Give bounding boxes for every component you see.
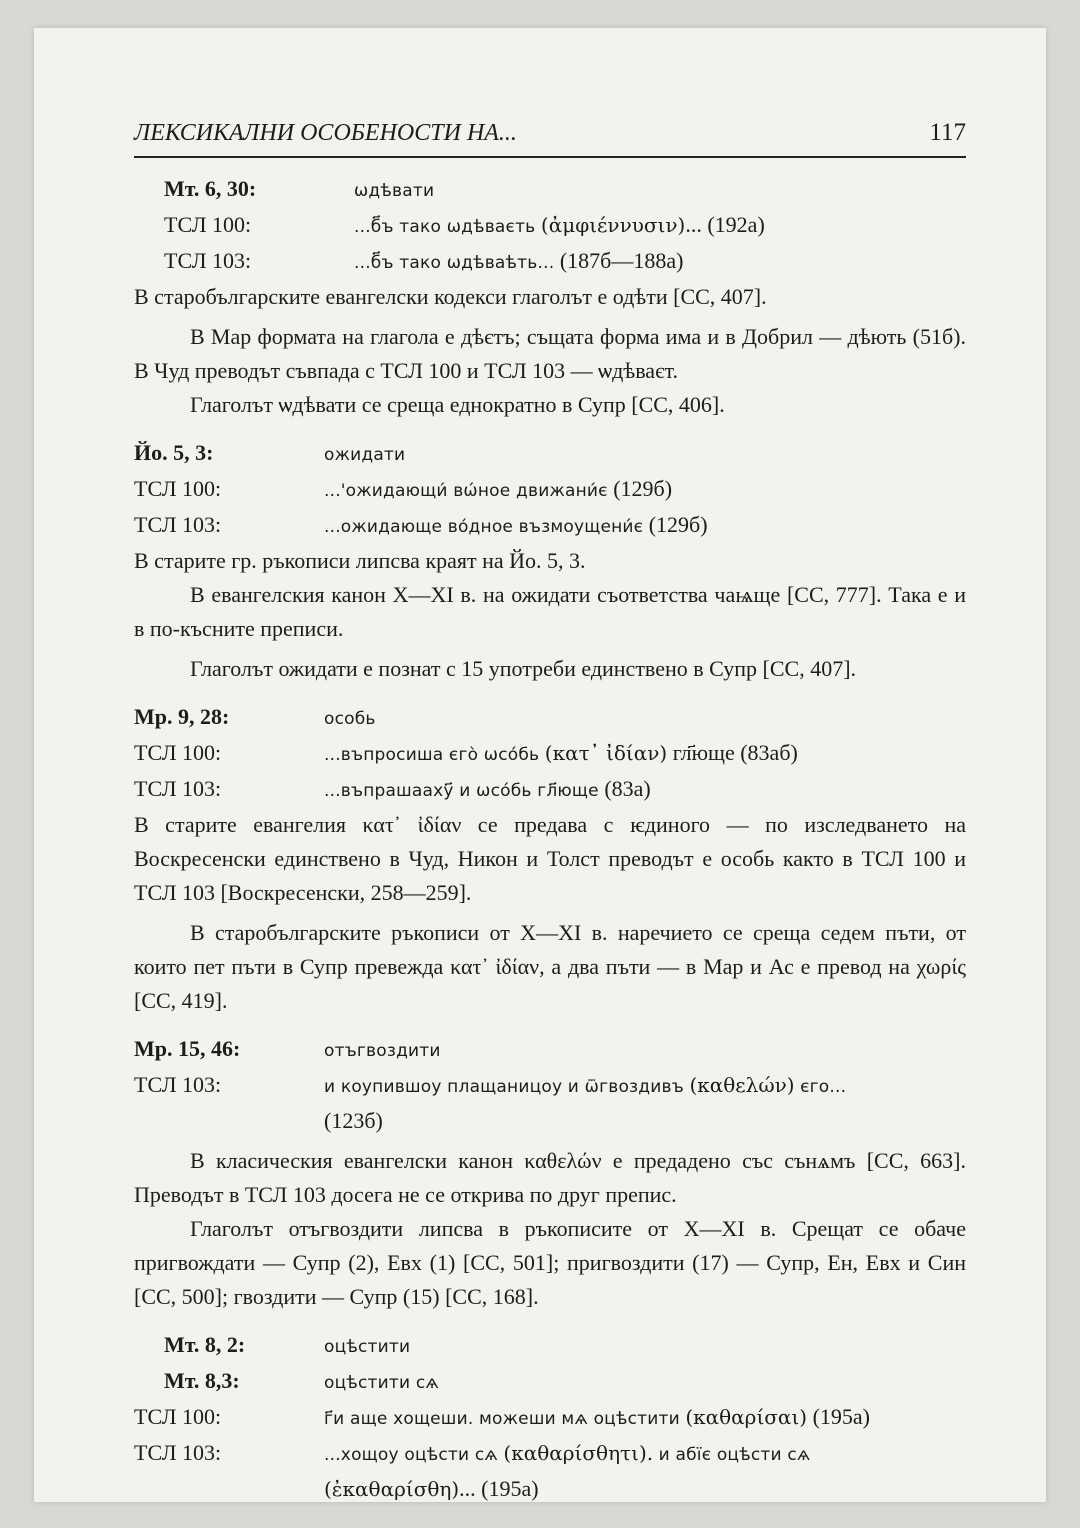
entry-ref: Мр. 15, 46: отъгвоздити [134, 1036, 441, 1061]
paragraph: В старите гр. ръкописи липсва краят на Йо. 5, 3. [134, 548, 586, 573]
paragraph: Глаголът ѡдѣвати се среща еднократно в Супр [СС, 406]. [190, 392, 725, 417]
running-header [134, 116, 966, 158]
page-number: 117 [929, 119, 966, 146]
entry-tsl100: ТСЛ 100: ...въпросиша єго̀ ѡсо́бь (κατ᾽ ἰδίαν) гл҃юще (83аб) [134, 740, 798, 765]
paragraph: В старобългарските ръкописи от X—XI в. наречието се среща седем пъти, от които пет пъти в Супр превежда κατ᾽ ἰδίαν, а два пъти — в Мар и Ас е превод на χωρίς [СС, 419]. [134, 920, 966, 1013]
entry-continuation: (123б) [324, 1108, 383, 1133]
entry-ref: Мт. 8,3: оцѣстити сѧ [164, 1368, 439, 1393]
running-title: ЛЕКСИКАЛНИ ОСОБЕНОСТИ НА... [134, 120, 517, 146]
entry-ref: Йо. 5, 3: ожидати [134, 440, 406, 465]
paragraph: В старобългарските евангелски кодекси глаголът е одѣти [СС, 407]. [134, 284, 767, 309]
paragraph: Глаголът отъгвоздити липсва в ръкописите от X—XI в. Срещат се обаче пригвождати — Супр (2), Евх (1) [СС, 501]; пригвоздити (17) — Супр, Ен, Евх и Син [СС, 500]; гвоздити — Супр (15) [СС, 168]. [134, 1216, 966, 1309]
entry-tsl103: ТСЛ 103: ...ожидающе во́дное възмоущени́є (129б) [134, 512, 708, 537]
paragraph: В старите евангелия κατ᾽ ἰδίαν се предава с ѥдиного — по изследването на Воскресенски единствено в Чуд, Никон и Толст преводът е особь както в ТСЛ 100 и ТСЛ 103 [Воскресенски, 258—259]. [134, 812, 966, 905]
entry-tsl100: ТСЛ 100: г҃и аще хощеши. можеши мѧ оцѣстити (καθαρίσαι) (195а) [134, 1404, 871, 1429]
entry-ref: Мр. 9, 28: особь [134, 704, 376, 729]
paragraph: В евангелския канон X—XI в. на ожидати съответства чаѩще [СС, 777]. Така е и в по-късните преписи. [134, 582, 966, 641]
entry-tsl103: ТСЛ 103: и коупившоу плащаницоу и ѿгвоздивъ (καθελών) єго... [134, 1072, 847, 1097]
paragraph: В класическия евангелски канон καθελών е предадено със сънѧмъ [СС, 663]. Преводът в ТСЛ 103 досега не се открива по друг препис. [134, 1148, 966, 1207]
entry-tsl100: ТСЛ 100: ...б҃ъ тако ѡдѣваєть (ἀμφιέννυσιν)... (192а) [164, 212, 765, 237]
page-text [134, 116, 966, 1502]
entry-ref: Мт. 8, 2: оцѣстити [164, 1332, 411, 1357]
entry-ref: Мт. 6, 30: ѡдѣвати [164, 176, 435, 201]
entry-tsl103: ТСЛ 103: ...б҃ъ тако ѡдѣваѣть... (187б—188а) [164, 248, 684, 273]
entry-tsl103: ТСЛ 103: ...въпрашааху҃ и ѡсо́бь гл҃юще (83а) [134, 776, 651, 801]
entry-tsl103: ТСЛ 103: ...хощоу оцѣсти сѧ (καθαρίσθητι). и абїє оцѣсти сѧ [134, 1440, 811, 1465]
paragraph: В Мар формата на глагола е дѣєтъ; същата форма има и в Добрил — дѣють (51б). В Чуд преводът съвпада с ТСЛ 100 и ТСЛ 103 — ѡдѣваєт. [134, 324, 966, 383]
book-page [34, 28, 1046, 1502]
entry-continuation: (ἐκαθαρίσθη)... (195а) [324, 1476, 539, 1501]
paragraph: Глаголът ожидати е познат с 15 употреби единствено в Супр [СС, 407]. [190, 656, 857, 681]
entry-tsl100: ТСЛ 100: ...'ожидающи́ вѡ́ное движани́є (129б) [134, 476, 673, 501]
